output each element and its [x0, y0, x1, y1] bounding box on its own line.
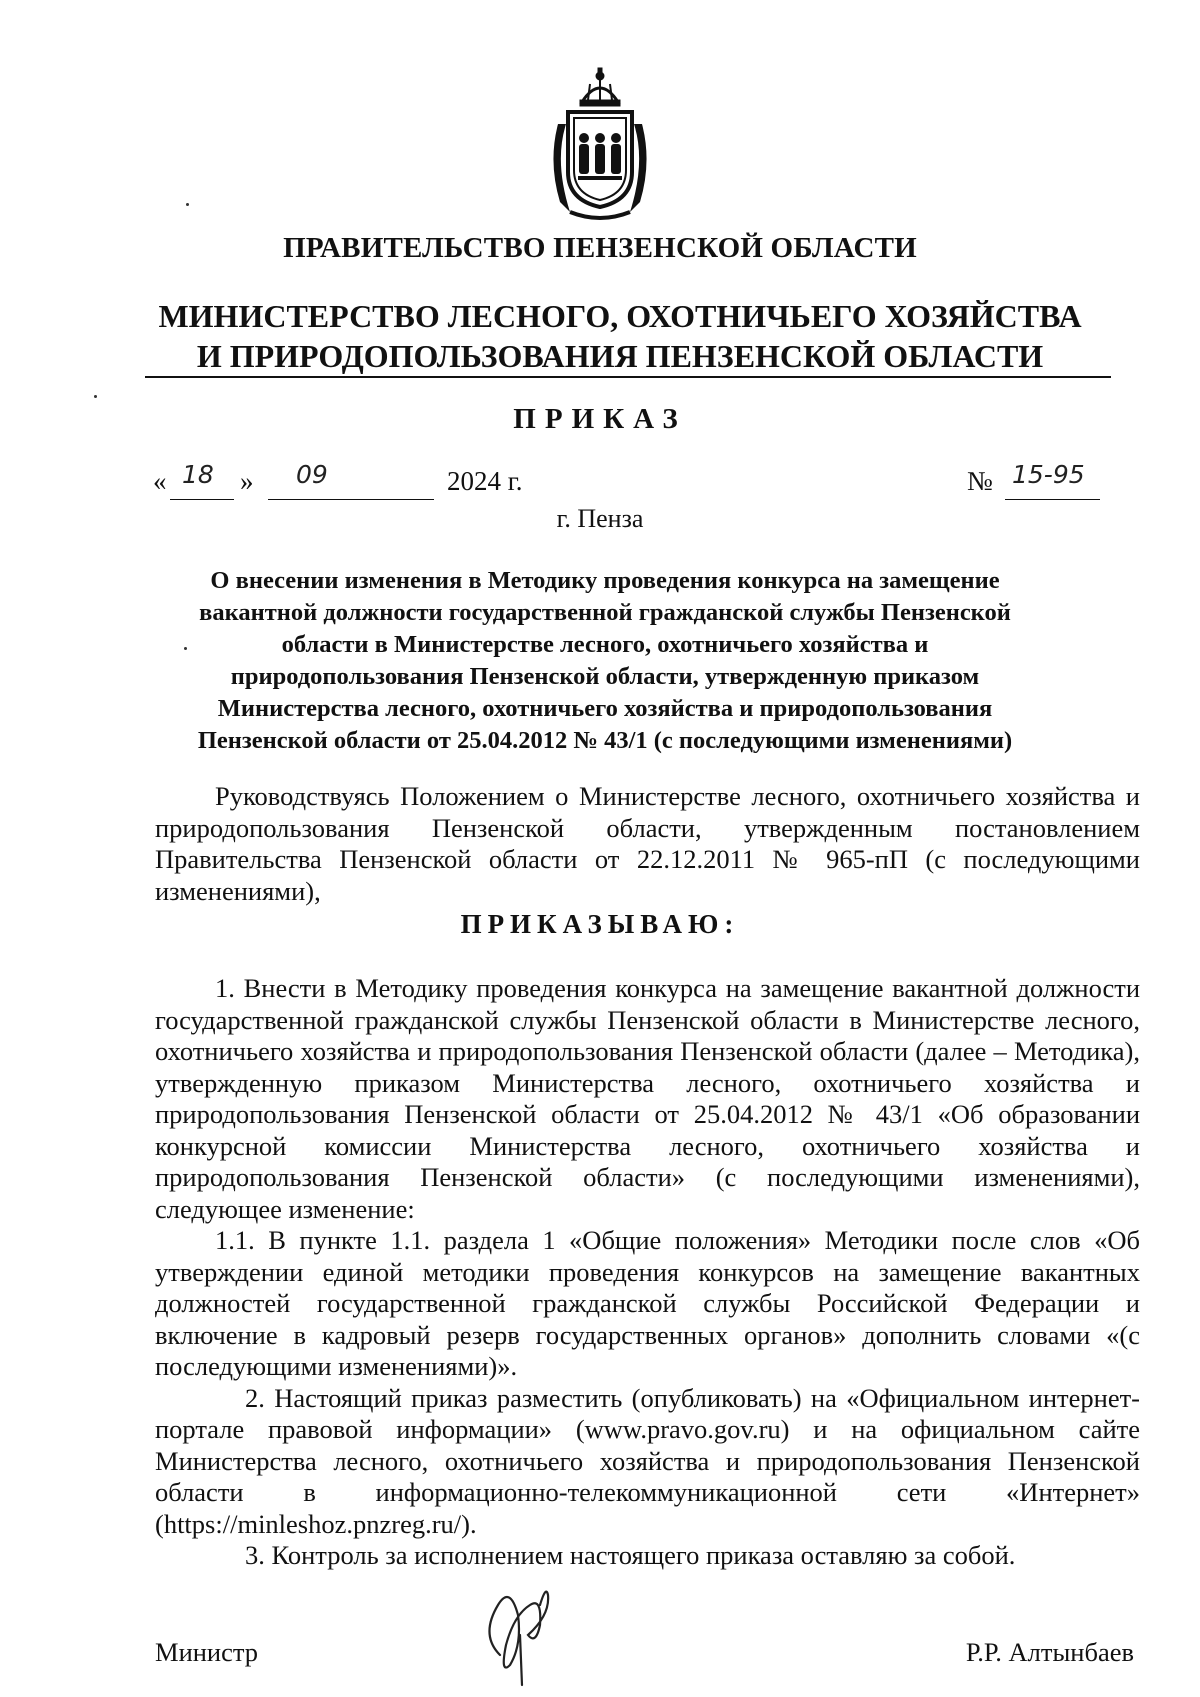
date-day: 18 — [182, 460, 214, 489]
date-open-quote: « — [153, 466, 167, 496]
handwritten-signature — [470, 1575, 580, 1695]
signatory-name: Р.Р. Алтынбаев — [965, 1637, 1134, 1667]
ministry-line-1: МИНИСТЕРСТВО ЛЕСНОГО, ОХОТНИЧЬЕГО ХОЗЯЙСТВА — [158, 298, 1082, 334]
date-month: 09 — [296, 460, 328, 489]
preamble-block — [155, 781, 1140, 907]
ministry-header — [140, 296, 1100, 376]
order-subject-title: О внесении изменения в Методику проведения конкурса на замещение вакантной должности государственной гражданской службы Пензенской области в Министерстве лесного, охотничьего хозяйства и природопользования Пензенской области, утвержденную приказом Министерства лесного, охотничьего хозяйства и природопользования Пензенской области от 25.04.2012 № 43/1 (с последующими изменениями) — [197, 567, 1013, 754]
item-1-1-paragraph: 1.1. В пункте 1.1. раздела 1 «Общие положения» Методики после слов «Об утверждении единой методики проведения конкурсов на замещение вакантных должностей государственной гражданской службы Российской Федерации и включение в кадровый резерв государственных органов» дополнить словами «(с последующими изменениями)». — [155, 1225, 1140, 1381]
signatory-title: Министр — [155, 1637, 259, 1667]
day-underline — [170, 499, 234, 500]
date-year: 2024 г. — [447, 466, 523, 496]
order-word-heading: ПРИКАЗЫВАЮ: — [460, 909, 740, 939]
item-1-paragraph: 1. Внести в Методику проведения конкурса на замещение вакантной должности государственной гражданской службы Пензенской области в Министерстве лесного, охотничьего хозяйства и природопользования Пензенской области (далее – Методика), утвержденную приказом Министерства лесного, охотничьего хозяйства и природопользования Пензенской области от 25.04.2012 № 43/1 «Об образовании конкурсной комиссии Министерства лесного, охотничьего хозяйства и природопользования Пензенской области» (с последующими изменениями), следующее изменение: — [155, 973, 1140, 1224]
date-number-line — [0, 460, 1200, 506]
scan-speck — [184, 647, 187, 650]
order-number: 15-95 — [1012, 460, 1085, 489]
item-2-paragraph: 2. Настоящий приказ разместить (опубликовать) на «Официальном интернет-портале правовой информации» (www.pravo.gov.ru) и на официальном сайте Министерства лесного, охотничьего хозяйства и природопользования Пензенской области в информационно-телекоммуникационной сети «Интернет» (https://minleshoz.pnzreg.ru/). — [155, 1382, 1140, 1539]
order-number-label: № — [967, 466, 993, 496]
document-type-title: ПРИКАЗ — [513, 403, 687, 435]
coat-of-arms-emblem — [540, 62, 660, 222]
order-items-block — [155, 973, 1140, 1572]
scan-speck — [186, 203, 189, 206]
preamble-paragraph: Руководствуясь Положением о Министерстве лесного, охотничьего хозяйства и природопользования Пензенской области, утвержденным постановлением Правительства Пензенской области от 22.12.2011 № 965-пП (с последующими изменениями), — [155, 781, 1140, 906]
month-underline — [268, 499, 434, 500]
number-underline — [1005, 499, 1100, 500]
scan-speck — [94, 395, 97, 398]
government-header: ПРАВИТЕЛЬСТВО ПЕНЗЕНСКОЙ ОБЛАСТИ — [283, 232, 917, 264]
ministry-line-2: И ПРИРОДОПОЛЬЗОВАНИЯ ПЕНЗЕНСКОЙ ОБЛАСТИ — [196, 338, 1044, 374]
header-divider — [145, 376, 1111, 378]
date-close-quote: » — [240, 466, 254, 496]
city-label: г. Пенза — [556, 504, 644, 533]
item-3-paragraph: 3. Контроль за исполнением настоящего приказа оставляю за собой. — [245, 1540, 1016, 1570]
